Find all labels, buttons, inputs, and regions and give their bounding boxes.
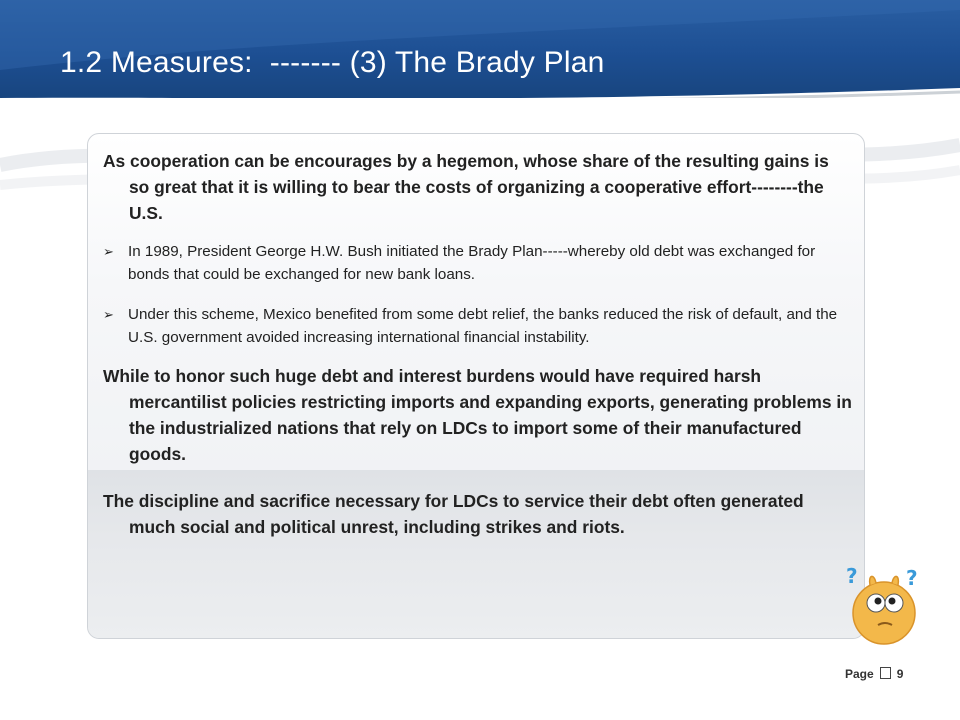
svg-text:?: ?	[846, 565, 858, 588]
svg-text:?: ?	[906, 566, 918, 590]
bullet-brady-plan	[103, 240, 853, 286]
bullet-mexico	[103, 303, 853, 349]
paragraph-hegemon: As cooperation can be encourages by a hegemon, whose share of the resulting gains is so great that it is willing to bear the costs of organizing a cooperative effort--------the U.S.	[103, 151, 829, 223]
arrow-bullet-icon: ➢	[103, 307, 114, 322]
page-label: Page	[845, 667, 874, 681]
bullet-text: Under this scheme, Mexico benefited from some debt relief, the banks reduced the risk of default, and the U.S. government avoided increasing international financial instability.	[128, 306, 838, 346]
content-body	[103, 148, 853, 540]
paragraph-discipline: The discipline and sacrifice necessary for LDCs to service their debt often generated much social and political unrest, including strikes and riots.	[103, 491, 804, 537]
page-number-value: 9	[896, 667, 904, 681]
slide-header	[0, 0, 960, 98]
confused-mascot-icon	[844, 565, 924, 647]
slide-title: 1.2 Measures: ------- (3) The Brady Plan	[60, 46, 605, 79]
paragraph-mercantilist: While to honor such huge debt and interest burdens would have required harsh mercantilist policies restricting imports and expanding exports, generating problems in the industrialized nations that rely on LDCs to import some of their manufactured goods.	[103, 366, 852, 464]
content-panel	[87, 133, 865, 639]
page-number	[845, 667, 903, 681]
arrow-bullet-icon: ➢	[103, 244, 114, 259]
page-box-icon	[880, 667, 891, 679]
bullet-text: In 1989, President George H.W. Bush initiated the Brady Plan-----whereby old debt was exchanged for bonds that could be exchanged for new bank loans.	[128, 243, 816, 283]
